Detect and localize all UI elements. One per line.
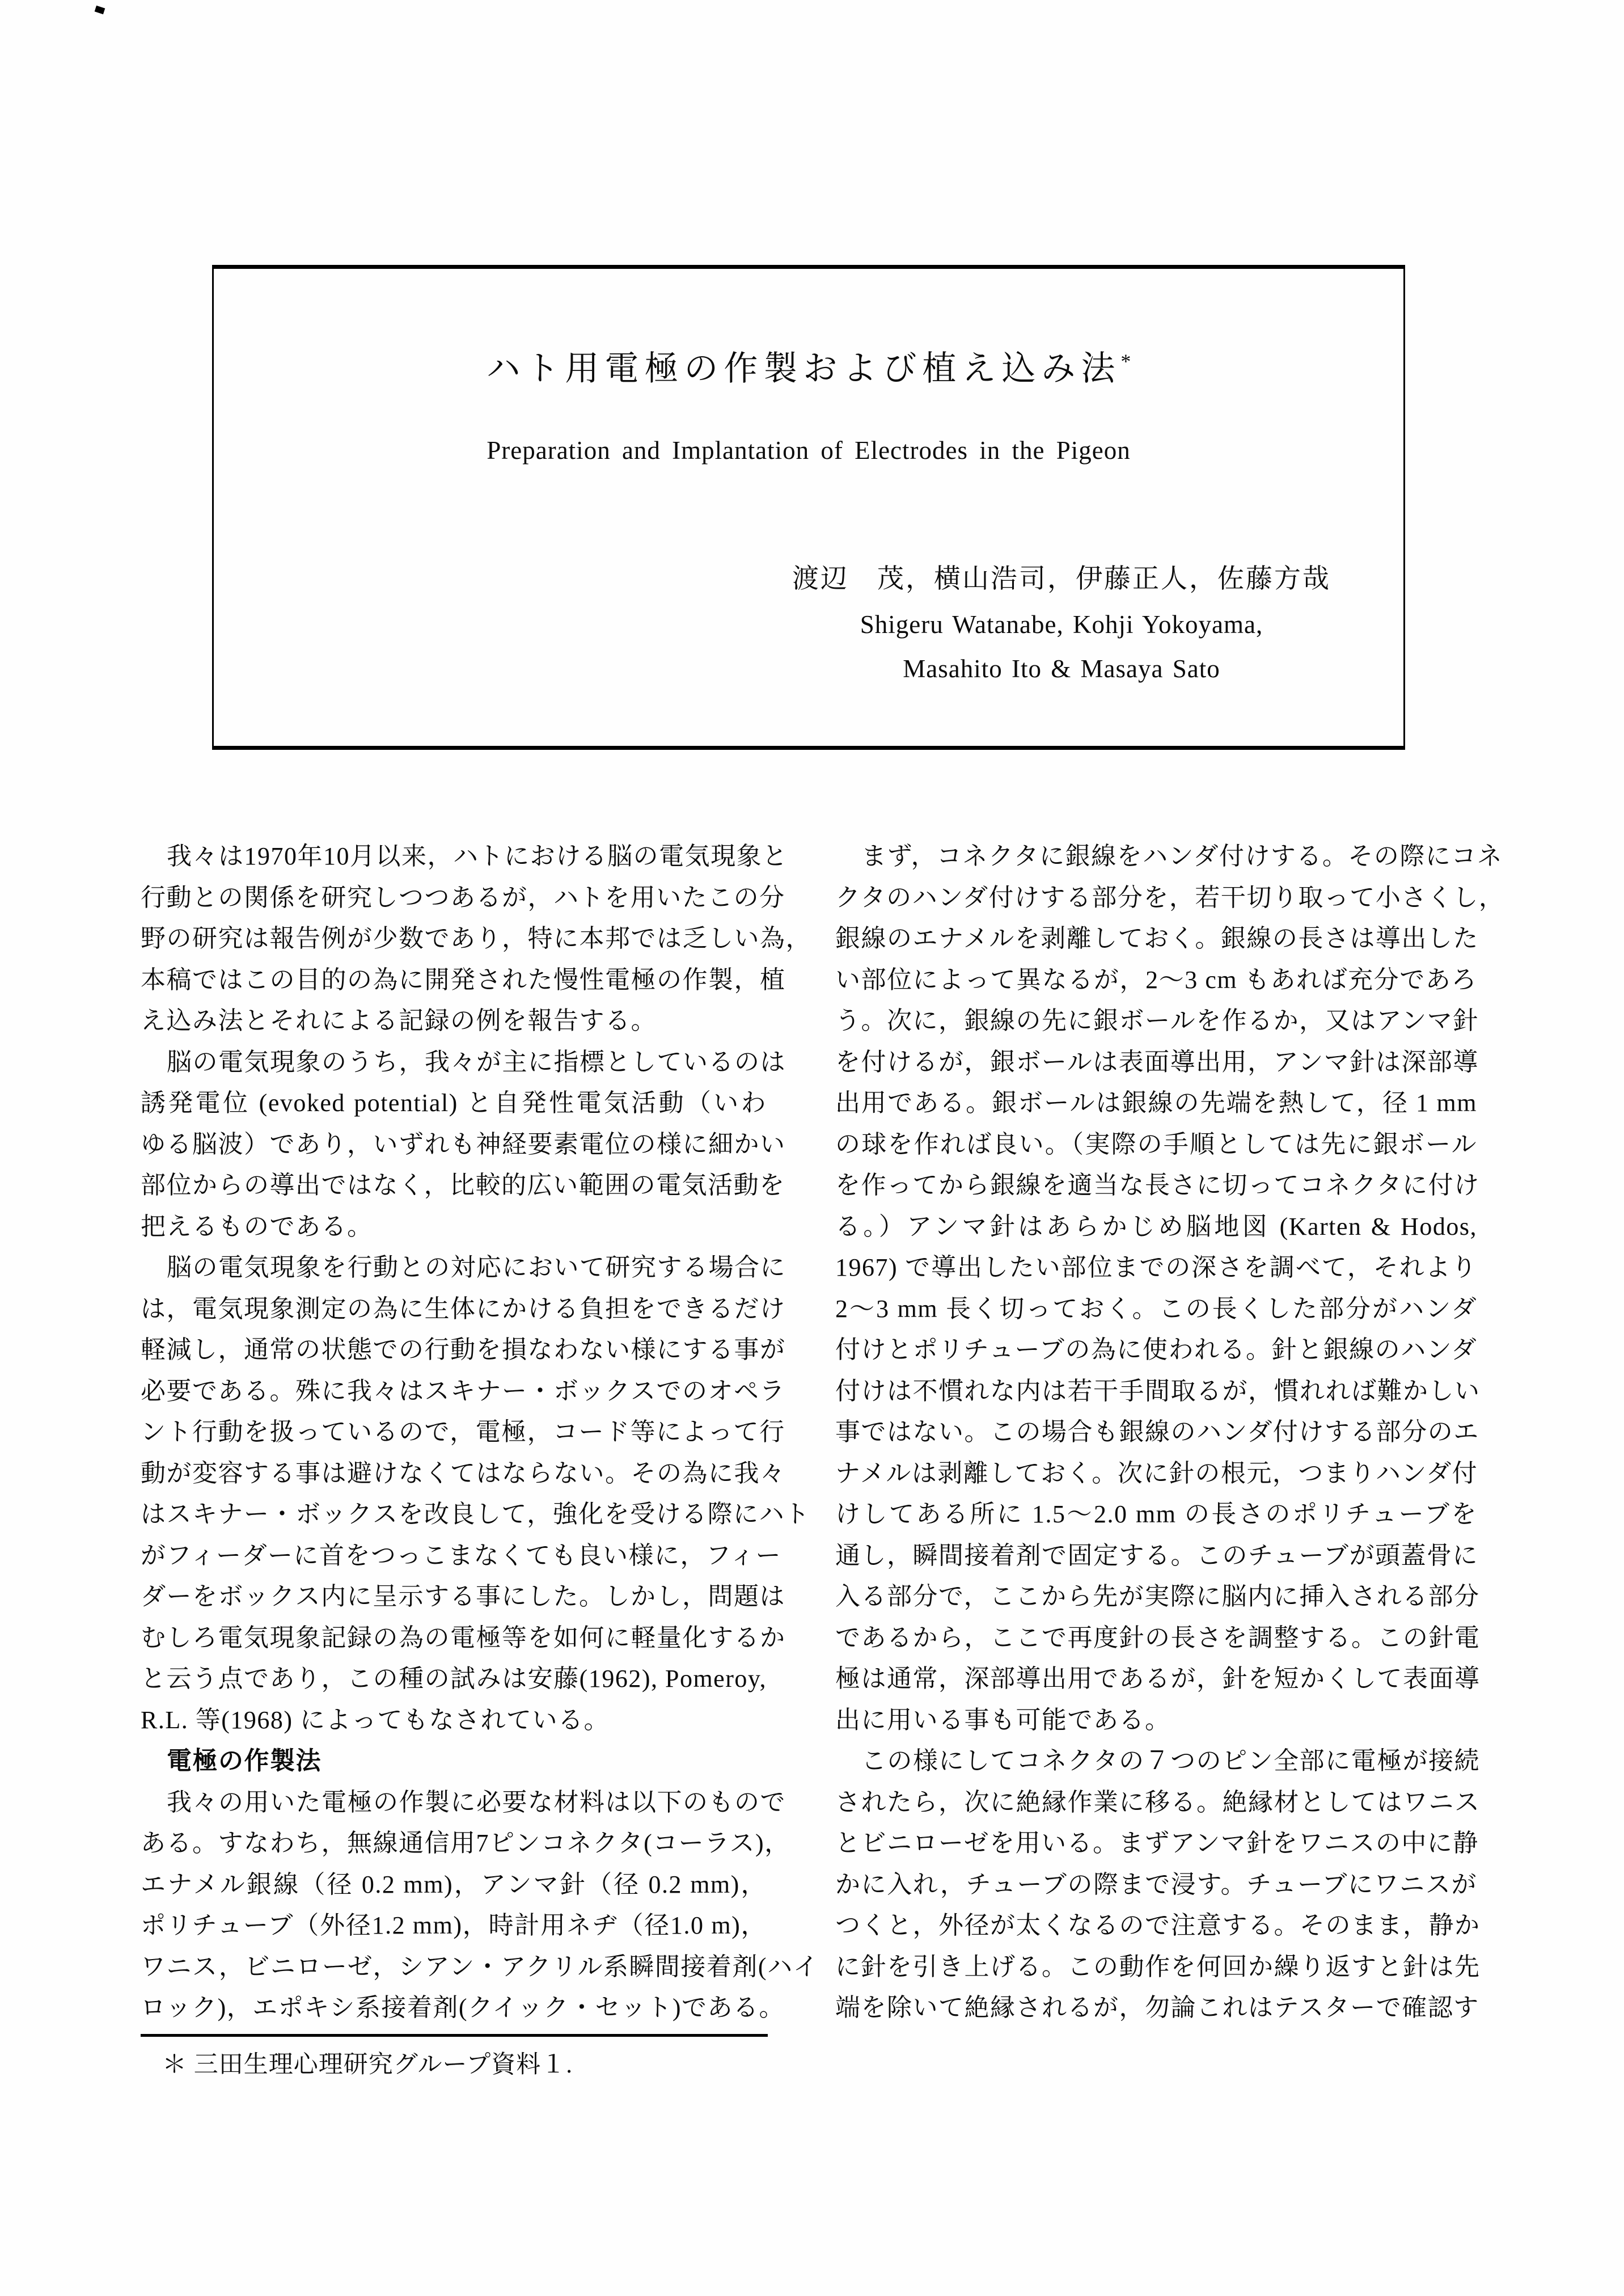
authors-english-line1: Shigeru Watanabe, Kohji Yokoyama,	[860, 610, 1263, 639]
right-column	[835, 836, 1505, 2029]
text-line: う。次に，銀線の先に銀ボールを作るか，又はアンマ針	[835, 1007, 1479, 1035]
text-line: ある。すなわち，無線通信用7ピンコネクタ(コーラス)，	[141, 1829, 790, 1857]
text-line: 2～3 mm 長く切っておく。この長くした部分がハンダ	[835, 1294, 1477, 1323]
text-line: エナメル銀線（径 0.2 mm)，アンマ針（径 0.2 mm)，	[141, 1870, 767, 1898]
text-line: 部位からの導出ではなく，比較的広い範囲の電気活動を	[141, 1171, 785, 1199]
text-line: 付けは不慣れな内は若干手間取るが，慣れれば難かしい	[835, 1377, 1481, 1405]
text-line: R.L. 等(1968) によってもなされている。	[141, 1706, 610, 1734]
text-line: と云う点であり，この種の試みは安藤(1962), Pomeroy,	[141, 1665, 767, 1693]
text-line: むしろ電気現象記録の為の電極等を如何に軽量化するか	[141, 1623, 786, 1652]
text-line: 我々の用いた電極の作製に必要な材料は以下のもので	[167, 1788, 786, 1816]
text-line: 出用である。銀ボールは銀線の先端を熱して，径 1 mm	[835, 1089, 1477, 1117]
text-line: え込み法とそれによる記録の例を報告する。	[141, 1007, 657, 1035]
text-line: 出に用いる事も可能である。	[835, 1706, 1171, 1734]
text-line: とビニローゼを用いる。まずアンマ針をワニスの中に静	[835, 1829, 1479, 1857]
text-line: ワニス，ビニローゼ，シアン・アクリル系瞬間接着剤(ハイ	[141, 1952, 819, 1981]
article-title-japanese-text: ハト用電極の作製および植え込み法	[486, 350, 1121, 387]
text-line: かに入れ，チューブの際まで浸す。チューブにワニスが	[835, 1870, 1477, 1898]
text-line: 必要である。殊に我々はスキナー・ボックスでのオペラ	[141, 1377, 786, 1405]
author-block	[747, 556, 1376, 691]
text-line: を作ってから銀線を適当な長さに切ってコネクタに付け	[835, 1171, 1480, 1199]
text-line: 入る部分で，ここから先が実際に脳内に挿入される部分	[835, 1582, 1480, 1610]
section-heading: 電極の作製法	[167, 1747, 322, 1775]
text-line: つくと，外径が太くなるので注意する。そのまま，静か	[835, 1911, 1481, 1939]
text-line: ロック)，エポキシ系接着剤(クイック・セット)である。	[141, 1994, 785, 2021]
article-title-japanese	[214, 341, 1403, 390]
text-line: を付けるが，銀ボールは表面導出用，アンマ針は深部導	[835, 1048, 1479, 1076]
text-line: ゆる脳波）であり，いずれも神経要素電位の様に細かい	[141, 1130, 786, 1158]
text-line: 事ではない。この場合も銀線のハンダ付けする部分のエ	[835, 1418, 1479, 1446]
text-line: 脳の電気現象のうち，我々が主に指標としているのは	[167, 1048, 786, 1076]
text-line: クタのハンダ付けする部分を，若干切り取って小さくし，	[835, 883, 1505, 911]
text-line: 誘発電位 (evoked potential) と自発性電気活動（いわ	[141, 1089, 767, 1117]
footnote-divider	[141, 2034, 768, 2037]
text-line: はスキナー・ボックスを改良して，強化を受ける際にハト	[141, 1500, 810, 1528]
text-line: 端を除いて絶縁されるが，勿論これはテスターで確認す	[835, 1994, 1479, 2021]
text-line: に針を引き上げる。この動作を何回か繰り返すと針は先	[835, 1952, 1481, 1981]
text-line: は，電気現象測定の為に生体にかける負担をできるだけ	[141, 1294, 786, 1323]
authors-english-line2: Masahito Ito & Masaya Sato	[903, 655, 1220, 683]
text-line: ポリチューブ（外径1.2 mm)，時計用ネヂ（径1.0 m)，	[141, 1911, 767, 1939]
text-line: 付けとポリチューブの為に使われる。針と銀線のハンダ	[835, 1336, 1477, 1364]
text-line: ダーをボックス内に呈示する事にした。しかし，問題は	[141, 1582, 786, 1610]
article-title-english: Preparation and Implantation of Electrodes in the Pigeon	[487, 436, 1131, 465]
text-line: 1967) で導出したい部位までの深さを調べて，それより	[835, 1253, 1477, 1281]
text-line: る。）アンマ針はあらかじめ脳地図 (Karten & Hodos,	[835, 1212, 1477, 1240]
text-line: 本稿ではこの目的の為に開発された慢性電極の作製，植	[141, 965, 786, 994]
text-line: 行動との関係を研究しつつあるが，ハトを用いたこの分	[141, 883, 785, 911]
text-line: の球を作れば良い。（実際の手順としては先に銀ボール	[835, 1130, 1477, 1158]
text-line: がフィーダーに首をつっこまなくても良い様に，フィー	[141, 1541, 782, 1569]
text-line: されたら，次に絶縁作業に移る。絶縁材としてはワニス	[835, 1788, 1481, 1816]
text-line: 野の研究は報告例が少数であり，特に本邦では乏しい為，	[141, 925, 811, 952]
text-line: 通し，瞬間接着剤で固定する。このチューブが頭蓋骨に	[835, 1541, 1478, 1569]
text-line: 我々は1970年10月以来，ハトにおける脳の電気現象と	[167, 842, 788, 870]
text-line: ント行動を扱っているので，電極，コード等によって行	[141, 1418, 785, 1446]
text-line: 動が変容する事は避けなくてはならない。その為に我々	[141, 1459, 786, 1487]
text-line: まず，コネクタに銀線をハンダ付けする。その際にコネ	[861, 842, 1503, 870]
text-line: 銀線のエナメルを剥離しておく。銀線の長さは導出した	[835, 925, 1479, 952]
text-line: 脳の電気現象を行動との対応において研究する場合に	[167, 1253, 786, 1281]
title-footnote-asterisk: *	[1120, 350, 1131, 373]
text-line: けしてある所に 1.5～2.0 mm の長さのポリチューブを	[835, 1500, 1477, 1528]
text-line: この様にしてコネクタの７つのピン全部に電極が接続	[861, 1747, 1481, 1775]
left-column	[141, 836, 819, 2029]
text-line: ナメルは剥離しておく。次に針の根元，つまりハンダ付	[835, 1459, 1478, 1487]
scan-speck	[95, 6, 105, 14]
text-line: 極は通常，深部導出用であるが，針を短かくして表面導	[835, 1665, 1481, 1693]
text-line: 軽減し，通常の状態での行動を損なわない様にする事が	[141, 1336, 786, 1364]
text-line: であるから，ここで再度針の長さを調整する。この針電	[835, 1623, 1481, 1652]
title-box	[212, 265, 1405, 750]
footnote: ＊ 三田生理心理研究グループ資料１.	[162, 2052, 573, 2078]
authors-japanese: 渡辺 茂，横山浩司，伊藤正人，佐藤方哉	[792, 564, 1331, 594]
text-line: い部位によって異なるが，2～3 cm もあれば充分であろ	[835, 965, 1477, 994]
text-line: 把えるものである。	[141, 1212, 373, 1240]
